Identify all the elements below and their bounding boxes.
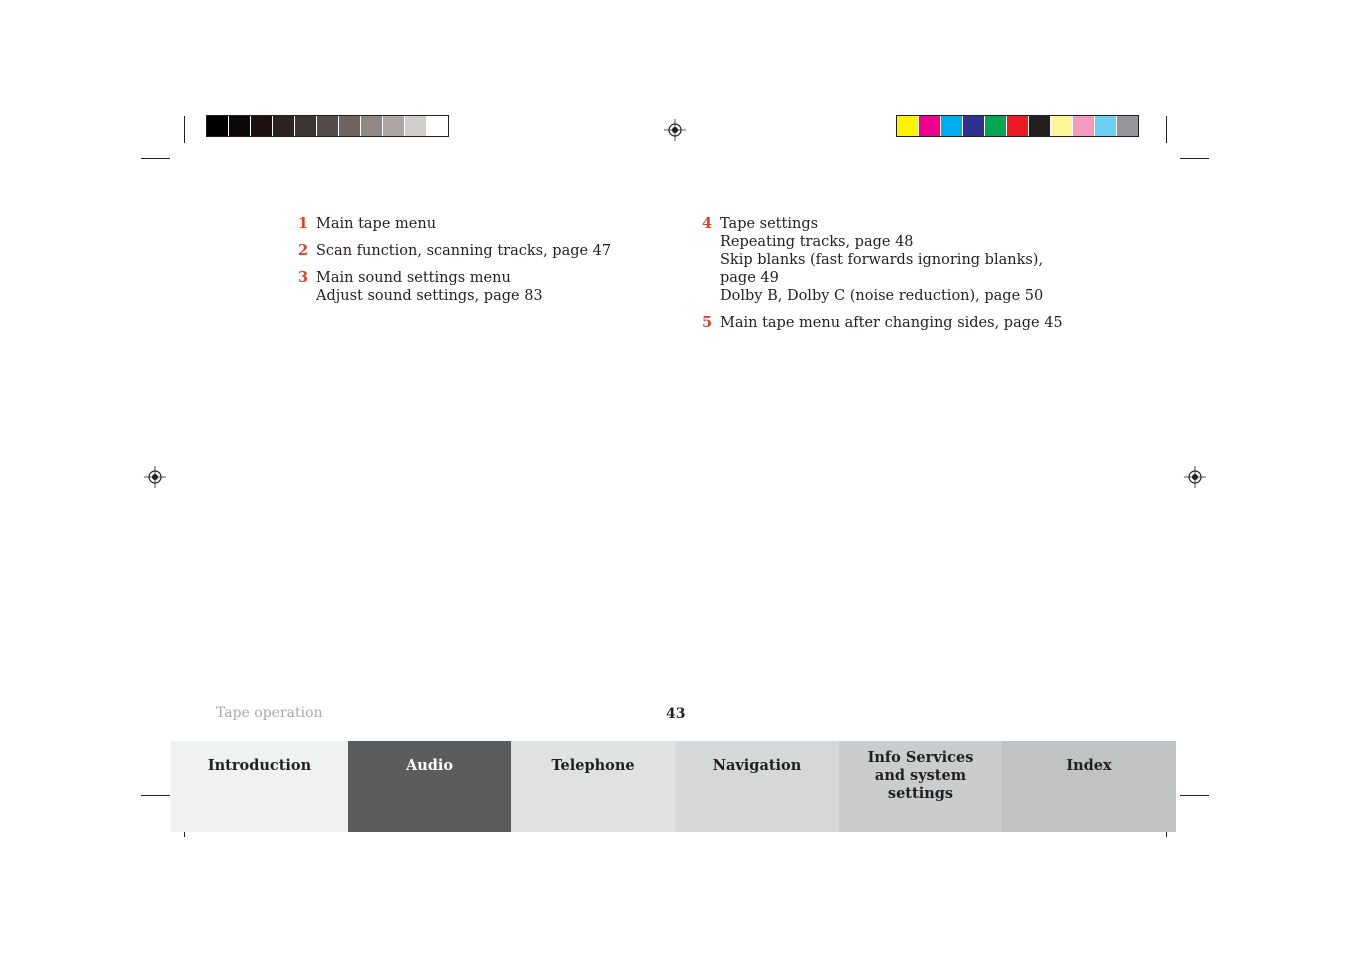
item-text-line: Skip blanks (fast forwards ignoring blanks), [720, 252, 1044, 268]
tab-info-services[interactable] [839, 741, 1002, 832]
item-text-line: Dolby B, Dolby C (noise reduction), page 50 [720, 288, 1044, 304]
tab-telephone[interactable] [511, 741, 675, 832]
grayscale-swatch [207, 116, 229, 136]
item-number: 3 [298, 269, 309, 286]
crop-mark [184, 116, 185, 143]
chapter-tab-bar [171, 741, 1176, 832]
list-item [702, 314, 1063, 332]
list-item [298, 215, 611, 233]
process-swatch [1029, 116, 1051, 136]
tab-label: Index [1066, 757, 1112, 774]
item-text-line: Scan function, scanning tracks, page 47 [316, 243, 612, 259]
list-item [298, 269, 611, 305]
tab-label: Audio [405, 757, 454, 774]
grayscale-swatch [383, 116, 405, 136]
grayscale-swatch [229, 116, 251, 136]
grayscale-color-bar [206, 115, 449, 137]
item-number: 2 [298, 242, 309, 259]
item-text-line: Main tape menu [316, 216, 437, 232]
crop-mark [141, 795, 170, 796]
tab-audio[interactable] [348, 741, 511, 832]
item-text-line: Repeating tracks, page 48 [720, 234, 914, 250]
item-number: 4 [702, 215, 713, 232]
crop-mark [1166, 116, 1167, 143]
process-color-bar [896, 115, 1139, 137]
list-item [298, 242, 611, 260]
grayscale-swatch [251, 116, 273, 136]
left-item-list [298, 215, 611, 314]
registration-mark-icon [144, 466, 166, 488]
process-swatch [1007, 116, 1029, 136]
grayscale-swatch [361, 116, 383, 136]
item-text-line: Tape settings [720, 216, 819, 232]
tab-navigation[interactable] [675, 741, 839, 832]
registration-mark-icon [1184, 466, 1206, 488]
item-text-line: page 49 [720, 270, 779, 286]
grayscale-swatch [405, 116, 427, 136]
process-swatch [1117, 116, 1138, 136]
section-title: Tape operation [216, 705, 323, 721]
process-swatch [919, 116, 941, 136]
registration-mark-icon [664, 119, 686, 141]
tab-label: Navigation [712, 757, 802, 774]
grayscale-swatch [317, 116, 339, 136]
crop-mark [141, 158, 170, 159]
item-number: 5 [702, 314, 713, 331]
grayscale-swatch [339, 116, 361, 136]
right-item-list [702, 215, 1063, 341]
process-swatch [1073, 116, 1095, 136]
tab-label: Introduction [207, 757, 312, 774]
process-swatch [897, 116, 919, 136]
tab-introduction[interactable] [171, 741, 348, 832]
tab-label: Telephone [551, 757, 635, 774]
crop-mark [1180, 795, 1209, 796]
process-swatch [1095, 116, 1117, 136]
list-item [702, 215, 1063, 305]
grayscale-swatch [295, 116, 317, 136]
tab-index[interactable] [1002, 741, 1176, 832]
item-number: 1 [298, 215, 309, 232]
page-number: 43 [666, 706, 686, 722]
grayscale-swatch [273, 116, 295, 136]
grayscale-swatch [427, 116, 448, 136]
crop-mark [1180, 158, 1209, 159]
tab-label: Info Services and system settings [867, 749, 974, 802]
item-text-line: Adjust sound settings, page 83 [316, 288, 543, 304]
process-swatch [941, 116, 963, 136]
process-swatch [985, 116, 1007, 136]
process-swatch [963, 116, 985, 136]
process-swatch [1051, 116, 1073, 136]
item-text-line: Main tape menu after changing sides, page 45 [720, 315, 1063, 331]
item-text-line: Main sound settings menu [316, 270, 511, 286]
